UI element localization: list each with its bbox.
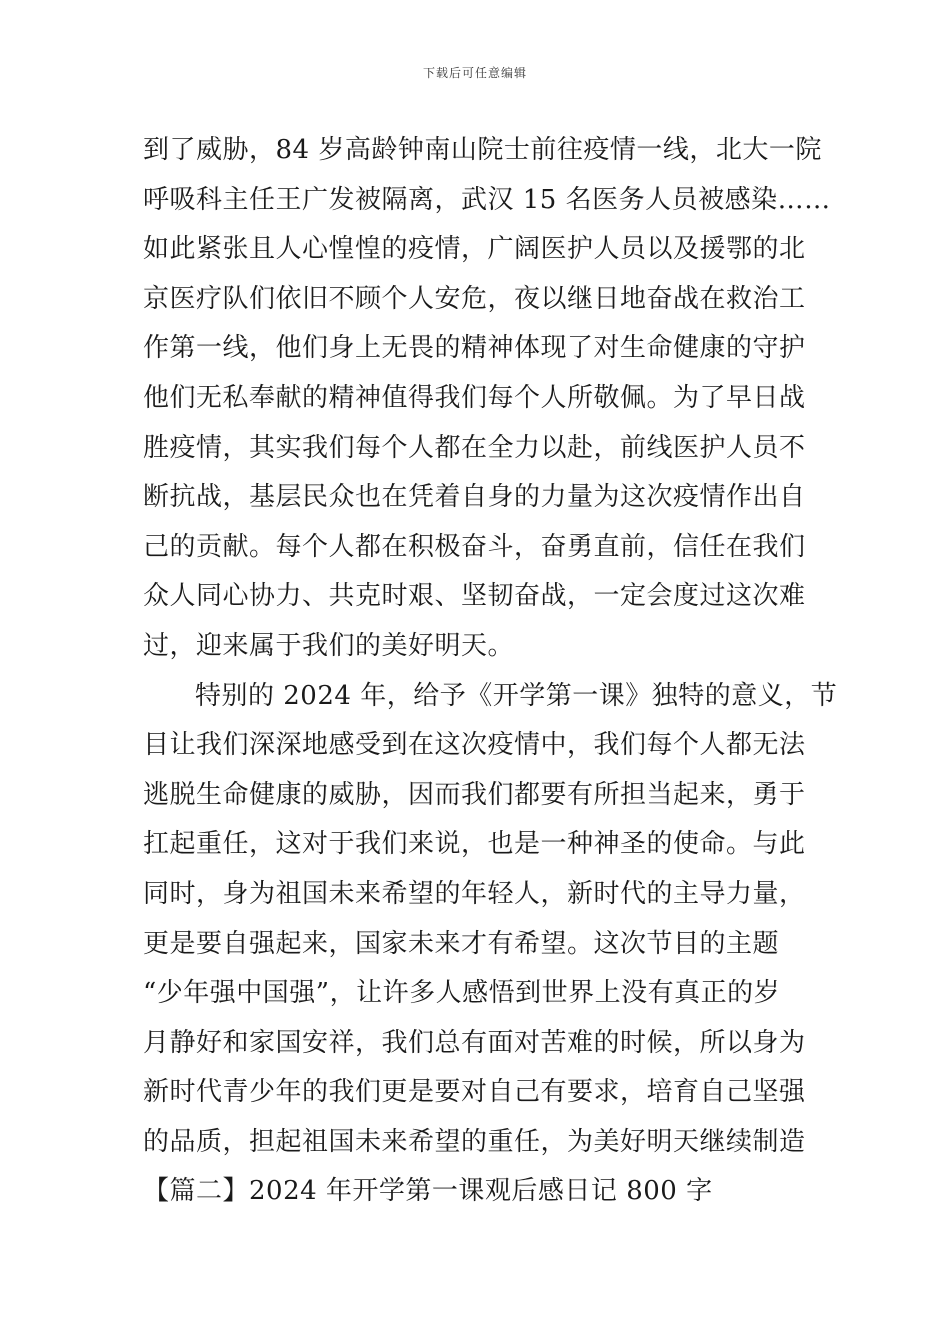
text-line: 己的贡献。每个人都在积极奋斗，奋勇直前，信任在我们 (143, 531, 806, 562)
text-line: 同时，身为祖国未来希望的年轻人，新时代的主导力量， (143, 878, 806, 909)
text-line: 作第一线，他们身上无畏的精神体现了对生命健康的守护 (143, 333, 806, 364)
text-line: 过，迎来属于我们的美好明天。 (143, 630, 515, 661)
text-line: 断抗战，基层民众也在凭着自身的力量为这次疫情作出自 (143, 482, 806, 513)
text-line: 更是要自强起来，国家未来才有希望。这次节目的主题 (143, 928, 780, 959)
text-line: 他们无私奉献的精神值得我们每个人所敬佩。为了早日战 (143, 382, 806, 413)
text-line-paragraph-start: 特别的 2024 年，给予《开学第一课》独特的意义，节 (195, 680, 838, 711)
page-header: 下载后可任意编辑 (422, 66, 527, 80)
text-line: 逃脱生命健康的威胁，因而我们都要有所担当起来，勇于 (143, 779, 806, 810)
text-line: 新时代青少年的我们更是要对自己有要求，培育自己坚强 (143, 1077, 806, 1108)
text-line: 的品质，担起祖国未来希望的重任，为美好明天继续制造 (143, 1126, 806, 1157)
text-line: 胜疫情，其实我们每个人都在全力以赴，前线医护人员不 (143, 432, 806, 463)
text-line: 月静好和家国安祥，我们总有面对苦难的时候，所以身为 (143, 1027, 806, 1058)
section-heading: 【篇二】2024 年开学第一课观后感日记 800 字 (143, 1176, 713, 1207)
text-line: “少年强中国强”，让许多人感悟到世界上没有真正的岁 (143, 978, 781, 1009)
article-body (143, 126, 838, 1217)
text-line: 呼吸科主任王广发被隔离，武汉 15 名医务人员被感染…… (143, 184, 831, 215)
text-line: 京医疗队们依旧不顾个人安危，夜以继日地奋战在救治工 (143, 283, 806, 314)
text-line: 目让我们深深地感受到在这次疫情中，我们每个人都无法 (143, 730, 806, 761)
text-line: 众人同心协力、共克时艰、坚韧奋战，一定会度过这次难 (143, 581, 806, 612)
text-line: 扛起重任，这对于我们来说，也是一种神圣的使命。与此 (143, 829, 806, 860)
text-line: 到了威胁，84 岁高龄钟南山院士前往疫情一线，北大一院 (143, 135, 822, 165)
text-line: 如此紧张且人心惶惶的疫情，广阔医护人员以及援鄂的北 (143, 234, 806, 265)
